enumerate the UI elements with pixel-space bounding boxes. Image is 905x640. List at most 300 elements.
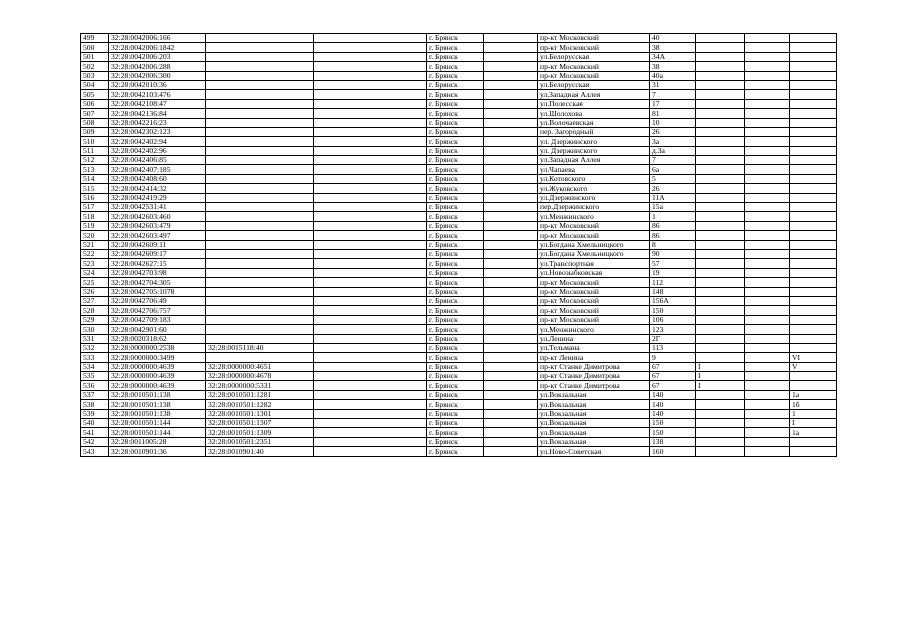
street-cell: пр-кт Ленина — [538, 353, 650, 362]
parent-cadastral-number-cell — [206, 80, 314, 89]
building-cell — [696, 249, 745, 258]
structure-cell — [745, 184, 790, 193]
row-number-cell: 511 — [81, 146, 109, 155]
premises-cell — [790, 80, 837, 89]
house-number-cell: 160 — [650, 447, 696, 456]
structure-cell — [745, 127, 790, 136]
empty-column-cell — [314, 278, 427, 287]
table-row — [81, 372, 837, 381]
district-cell — [484, 90, 538, 99]
city-cell: г. Брянск — [427, 287, 484, 296]
city-cell: г. Брянск — [427, 268, 484, 277]
empty-column-cell — [314, 287, 427, 296]
table-row — [81, 99, 837, 108]
building-cell — [696, 174, 745, 183]
city-cell: г. Брянск — [427, 372, 484, 381]
city-cell: г. Брянск — [427, 343, 484, 352]
row-number-cell: 499 — [81, 34, 109, 43]
empty-column-cell — [314, 428, 427, 437]
empty-column-cell — [314, 146, 427, 155]
district-cell — [484, 203, 538, 212]
structure-cell — [745, 80, 790, 89]
empty-column-cell — [314, 156, 427, 165]
table-row — [81, 118, 837, 127]
empty-column-cell — [314, 372, 427, 381]
empty-column-cell — [314, 390, 427, 399]
building-cell — [696, 62, 745, 71]
premises-cell — [790, 249, 837, 258]
parent-cadastral-number-cell — [206, 62, 314, 71]
structure-cell — [745, 315, 790, 324]
city-cell: г. Брянск — [427, 437, 484, 446]
row-number-cell: 526 — [81, 287, 109, 296]
empty-column-cell — [314, 259, 427, 268]
row-number-cell: 514 — [81, 174, 109, 183]
street-cell: ул.Дзержинского — [538, 193, 650, 202]
premises-cell: 1б — [790, 400, 837, 409]
building-cell: I — [696, 362, 745, 371]
parent-cadastral-number-cell: 32:28:0010501:1301 — [206, 409, 314, 418]
cadastral-number-cell: 32:28:0042531:41 — [109, 203, 206, 212]
empty-column-cell — [314, 109, 427, 118]
parent-cadastral-number-cell — [206, 231, 314, 240]
house-number-cell: 140 — [650, 409, 696, 418]
table-row — [81, 390, 837, 399]
empty-column-cell — [314, 71, 427, 80]
building-cell — [696, 334, 745, 343]
row-number-cell: 540 — [81, 419, 109, 428]
house-number-cell: 26 — [650, 127, 696, 136]
city-cell: г. Брянск — [427, 52, 484, 61]
table-row — [81, 419, 837, 428]
cadastral-number-cell: 32:28:0042136:84 — [109, 109, 206, 118]
structure-cell — [745, 137, 790, 146]
row-number-cell: 529 — [81, 315, 109, 324]
building-cell — [696, 428, 745, 437]
table-row — [81, 362, 837, 371]
premises-cell — [790, 137, 837, 146]
cadastral-number-cell: 32:28:0010501:138 — [109, 400, 206, 409]
row-number-cell: 506 — [81, 99, 109, 108]
cadastral-number-cell: 32:28:0010501:138 — [109, 409, 206, 418]
empty-column-cell — [314, 62, 427, 71]
structure-cell — [745, 193, 790, 202]
district-cell — [484, 156, 538, 165]
city-cell: г. Брянск — [427, 90, 484, 99]
district-cell — [484, 381, 538, 390]
parent-cadastral-number-cell: 32:28:0010501:1307 — [206, 419, 314, 428]
empty-column-cell — [314, 306, 427, 315]
parent-cadastral-number-cell: 32:28:0000000:4678 — [206, 372, 314, 381]
building-cell — [696, 156, 745, 165]
street-cell: ул.Вокзальная — [538, 400, 650, 409]
building-cell — [696, 296, 745, 305]
cadastral-number-cell: 32:28:0042407:185 — [109, 165, 206, 174]
row-number-cell: 500 — [81, 43, 109, 52]
street-cell: пр-кт Московский — [538, 287, 650, 296]
cadastral-number-cell: 32:28:0010501:144 — [109, 428, 206, 437]
premises-cell — [790, 212, 837, 221]
district-cell — [484, 99, 538, 108]
parent-cadastral-number-cell: 32:28:0015118:40 — [206, 343, 314, 352]
table-row — [81, 90, 837, 99]
city-cell: г. Брянск — [427, 390, 484, 399]
cadastral-number-cell: 32:28:0000000:2538 — [109, 343, 206, 352]
empty-column-cell — [314, 193, 427, 202]
street-cell: ул.Вокзальная — [538, 428, 650, 437]
street-cell: пр-кт Станке Димитрова — [538, 381, 650, 390]
district-cell — [484, 146, 538, 155]
building-cell — [696, 259, 745, 268]
cadastral-number-cell: 32:28:0042108:47 — [109, 99, 206, 108]
building-cell — [696, 437, 745, 446]
parent-cadastral-number-cell — [206, 249, 314, 258]
house-number-cell: 15а — [650, 203, 696, 212]
structure-cell — [745, 353, 790, 362]
city-cell: г. Брянск — [427, 80, 484, 89]
district-cell — [484, 71, 538, 80]
premises-cell — [790, 203, 837, 212]
cadastral-number-cell: 32:28:0042603:479 — [109, 221, 206, 230]
structure-cell — [745, 400, 790, 409]
parent-cadastral-number-cell — [206, 212, 314, 221]
district-cell — [484, 315, 538, 324]
house-number-cell: 86 — [650, 231, 696, 240]
parent-cadastral-number-cell — [206, 287, 314, 296]
empty-column-cell — [314, 409, 427, 418]
structure-cell — [745, 287, 790, 296]
building-cell — [696, 353, 745, 362]
table-row — [81, 80, 837, 89]
row-number-cell: 522 — [81, 249, 109, 258]
house-number-cell: 140 — [650, 400, 696, 409]
parent-cadastral-number-cell — [206, 137, 314, 146]
cadastral-number-cell: 32:28:0042703:98 — [109, 268, 206, 277]
street-cell: пр-кт Московский — [538, 34, 650, 43]
city-cell: г. Брянск — [427, 212, 484, 221]
structure-cell — [745, 296, 790, 305]
cadastral-number-cell: 32:28:0042006:203 — [109, 52, 206, 61]
street-cell: ул.Богдана Хмельницкого — [538, 249, 650, 258]
cadastral-number-cell: 32:28:0042010:36 — [109, 80, 206, 89]
premises-cell — [790, 259, 837, 268]
city-cell: г. Брянск — [427, 109, 484, 118]
street-cell: пр-кт Московский — [538, 315, 650, 324]
parent-cadastral-number-cell: 32:28:0000000:4651 — [206, 362, 314, 371]
table-row — [81, 334, 837, 343]
structure-cell — [745, 343, 790, 352]
building-cell — [696, 278, 745, 287]
premises-cell — [790, 127, 837, 136]
empty-column-cell — [314, 447, 427, 456]
empty-column-cell — [314, 221, 427, 230]
row-number-cell: 518 — [81, 212, 109, 221]
parent-cadastral-number-cell — [206, 165, 314, 174]
row-number-cell: 515 — [81, 184, 109, 193]
city-cell: г. Брянск — [427, 221, 484, 230]
cadastral-number-cell: 32:28:0042402:96 — [109, 146, 206, 155]
house-number-cell: 2Г — [650, 334, 696, 343]
house-number-cell: 106 — [650, 315, 696, 324]
premises-cell — [790, 334, 837, 343]
house-number-cell: 38 — [650, 43, 696, 52]
street-cell: пр-кт Московский — [538, 71, 650, 80]
row-number-cell: 513 — [81, 165, 109, 174]
city-cell: г. Брянск — [427, 193, 484, 202]
premises-cell — [790, 343, 837, 352]
building-cell — [696, 71, 745, 80]
house-number-cell: 67 — [650, 362, 696, 371]
structure-cell — [745, 231, 790, 240]
district-cell — [484, 268, 538, 277]
house-number-cell: 8 — [650, 240, 696, 249]
city-cell: г. Брянск — [427, 137, 484, 146]
table-row — [81, 137, 837, 146]
street-cell: ул.Западная Аллея — [538, 156, 650, 165]
district-cell — [484, 325, 538, 334]
cadastral-number-cell: 32:28:0042627:15 — [109, 259, 206, 268]
table-row — [81, 203, 837, 212]
premises-cell: 1 — [790, 409, 837, 418]
parent-cadastral-number-cell: 32:28:0010501:1282 — [206, 400, 314, 409]
structure-cell — [745, 334, 790, 343]
city-cell: г. Брянск — [427, 259, 484, 268]
row-number-cell: 517 — [81, 203, 109, 212]
row-number-cell: 509 — [81, 127, 109, 136]
empty-column-cell — [314, 80, 427, 89]
parent-cadastral-number-cell — [206, 353, 314, 362]
premises-cell — [790, 296, 837, 305]
table-row — [81, 212, 837, 221]
house-number-cell: 40а — [650, 71, 696, 80]
table-row — [81, 193, 837, 202]
cadastral-number-cell: 32:28:0020318:62 — [109, 334, 206, 343]
table-row — [81, 184, 837, 193]
cadastral-number-cell: 32:28:0042419:29 — [109, 193, 206, 202]
building-cell — [696, 99, 745, 108]
district-cell — [484, 193, 538, 202]
district-cell — [484, 362, 538, 371]
street-cell: ул. Дзержинского — [538, 137, 650, 146]
city-cell: г. Брянск — [427, 43, 484, 52]
empty-column-cell — [314, 90, 427, 99]
structure-cell — [745, 278, 790, 287]
building-cell: I — [696, 372, 745, 381]
table-row — [81, 278, 837, 287]
empty-column-cell — [314, 165, 427, 174]
cadastral-number-cell: 32:28:0000000:4639 — [109, 362, 206, 371]
table-row — [81, 287, 837, 296]
row-number-cell: 501 — [81, 52, 109, 61]
house-number-cell: 7 — [650, 156, 696, 165]
premises-cell — [790, 287, 837, 296]
row-number-cell: 516 — [81, 193, 109, 202]
district-cell — [484, 240, 538, 249]
row-number-cell: 527 — [81, 296, 109, 305]
empty-column-cell — [314, 419, 427, 428]
row-number-cell: 534 — [81, 362, 109, 371]
district-cell — [484, 428, 538, 437]
district-cell — [484, 34, 538, 43]
house-number-cell: 148 — [650, 287, 696, 296]
parent-cadastral-number-cell — [206, 34, 314, 43]
table-row — [81, 221, 837, 230]
building-cell — [696, 212, 745, 221]
district-cell — [484, 109, 538, 118]
parent-cadastral-number-cell — [206, 240, 314, 249]
premises-cell — [790, 306, 837, 315]
city-cell: г. Брянск — [427, 249, 484, 258]
cadastral-number-cell: 32:28:0042609:11 — [109, 240, 206, 249]
table-row — [81, 231, 837, 240]
cadastral-number-cell: 32:28:0042901:60 — [109, 325, 206, 334]
parent-cadastral-number-cell — [206, 118, 314, 127]
table-row — [81, 127, 837, 136]
street-cell: ул.Белорусская — [538, 80, 650, 89]
building-cell — [696, 127, 745, 136]
cadastral-number-cell: 32:28:0010901:36 — [109, 447, 206, 456]
row-number-cell: 531 — [81, 334, 109, 343]
structure-cell — [745, 259, 790, 268]
empty-column-cell — [314, 174, 427, 183]
cadastral-number-cell: 32:28:0042216:23 — [109, 118, 206, 127]
row-number-cell: 541 — [81, 428, 109, 437]
row-number-cell: 504 — [81, 80, 109, 89]
premises-cell — [790, 268, 837, 277]
building-cell — [696, 231, 745, 240]
city-cell: г. Брянск — [427, 306, 484, 315]
row-number-cell: 539 — [81, 409, 109, 418]
empty-column-cell — [314, 118, 427, 127]
row-number-cell: 502 — [81, 62, 109, 71]
house-number-cell: 67 — [650, 372, 696, 381]
building-cell — [696, 240, 745, 249]
house-number-cell: 150 — [650, 428, 696, 437]
parent-cadastral-number-cell: 32:28:0010501:2351 — [206, 437, 314, 446]
structure-cell — [745, 372, 790, 381]
cadastral-number-cell: 32:28:0042006:300 — [109, 71, 206, 80]
empty-column-cell — [314, 353, 427, 362]
district-cell — [484, 62, 538, 71]
row-number-cell: 519 — [81, 221, 109, 230]
premises-cell — [790, 34, 837, 43]
row-number-cell: 543 — [81, 447, 109, 456]
cadastral-number-cell: 32:28:0042302:123 — [109, 127, 206, 136]
street-cell: пер.Дзержинского — [538, 203, 650, 212]
street-cell: ул.Чапаева — [538, 165, 650, 174]
street-cell: ул.Волочаевская — [538, 118, 650, 127]
district-cell — [484, 287, 538, 296]
building-cell — [696, 343, 745, 352]
building-cell — [696, 306, 745, 315]
empty-column-cell — [314, 400, 427, 409]
district-cell — [484, 334, 538, 343]
city-cell: г. Брянск — [427, 334, 484, 343]
street-cell: ул.Полесская — [538, 99, 650, 108]
city-cell: г. Брянск — [427, 447, 484, 456]
cadastral-number-cell: 32:28:0010501:144 — [109, 419, 206, 428]
building-cell — [696, 165, 745, 174]
structure-cell — [745, 362, 790, 371]
row-number-cell: 512 — [81, 156, 109, 165]
parent-cadastral-number-cell — [206, 156, 314, 165]
premises-cell — [790, 62, 837, 71]
structure-cell — [745, 34, 790, 43]
structure-cell — [745, 52, 790, 61]
district-cell — [484, 390, 538, 399]
table-row — [81, 296, 837, 305]
house-number-cell: 140 — [650, 390, 696, 399]
row-number-cell: 542 — [81, 437, 109, 446]
premises-cell — [790, 43, 837, 52]
house-number-cell: 6а — [650, 165, 696, 174]
empty-column-cell — [314, 240, 427, 249]
structure-cell — [745, 268, 790, 277]
parent-cadastral-number-cell: 32:28:0010501:1281 — [206, 390, 314, 399]
district-cell — [484, 419, 538, 428]
row-number-cell: 530 — [81, 325, 109, 334]
city-cell: г. Брянск — [427, 428, 484, 437]
table-row — [81, 165, 837, 174]
street-cell: пр-кт Станке Димитрова — [538, 372, 650, 381]
building-cell — [696, 409, 745, 418]
building-cell — [696, 287, 745, 296]
house-number-cell: 11А — [650, 193, 696, 202]
row-number-cell: 525 — [81, 278, 109, 287]
premises-cell — [790, 278, 837, 287]
building-cell — [696, 447, 745, 456]
cadastral-number-cell: 32:28:0042103:476 — [109, 90, 206, 99]
city-cell: г. Брянск — [427, 156, 484, 165]
table-row — [81, 146, 837, 155]
building-cell — [696, 221, 745, 230]
row-number-cell: 505 — [81, 90, 109, 99]
city-cell: г. Брянск — [427, 296, 484, 305]
parent-cadastral-number-cell — [206, 71, 314, 80]
structure-cell — [745, 447, 790, 456]
premises-cell: 1а — [790, 428, 837, 437]
premises-cell — [790, 99, 837, 108]
premises-cell — [790, 156, 837, 165]
premises-cell — [790, 52, 837, 61]
table-row — [81, 43, 837, 52]
parent-cadastral-number-cell — [206, 90, 314, 99]
parent-cadastral-number-cell — [206, 315, 314, 324]
parent-cadastral-number-cell — [206, 43, 314, 52]
parent-cadastral-number-cell — [206, 174, 314, 183]
street-cell: ул.Тельмана — [538, 343, 650, 352]
table-row — [81, 156, 837, 165]
cadastral-number-cell: 32:28:0042402:94 — [109, 137, 206, 146]
parent-cadastral-number-cell — [206, 334, 314, 343]
house-number-cell: 31 — [650, 80, 696, 89]
street-cell: ул.Ново-Советская — [538, 447, 650, 456]
structure-cell — [745, 437, 790, 446]
house-number-cell: 1 — [650, 212, 696, 221]
city-cell: г. Брянск — [427, 118, 484, 127]
cadastral-number-cell: 32:28:0042414:32 — [109, 184, 206, 193]
structure-cell — [745, 146, 790, 155]
empty-column-cell — [314, 381, 427, 390]
house-number-cell: 7 — [650, 90, 696, 99]
premises-cell — [790, 325, 837, 334]
structure-cell — [745, 174, 790, 183]
table-row — [81, 353, 837, 362]
street-cell: ул.Менжинского — [538, 325, 650, 334]
cadastral-number-cell: 32:28:0000000:3499 — [109, 353, 206, 362]
street-cell: пр-кт Московский — [538, 231, 650, 240]
building-cell — [696, 34, 745, 43]
